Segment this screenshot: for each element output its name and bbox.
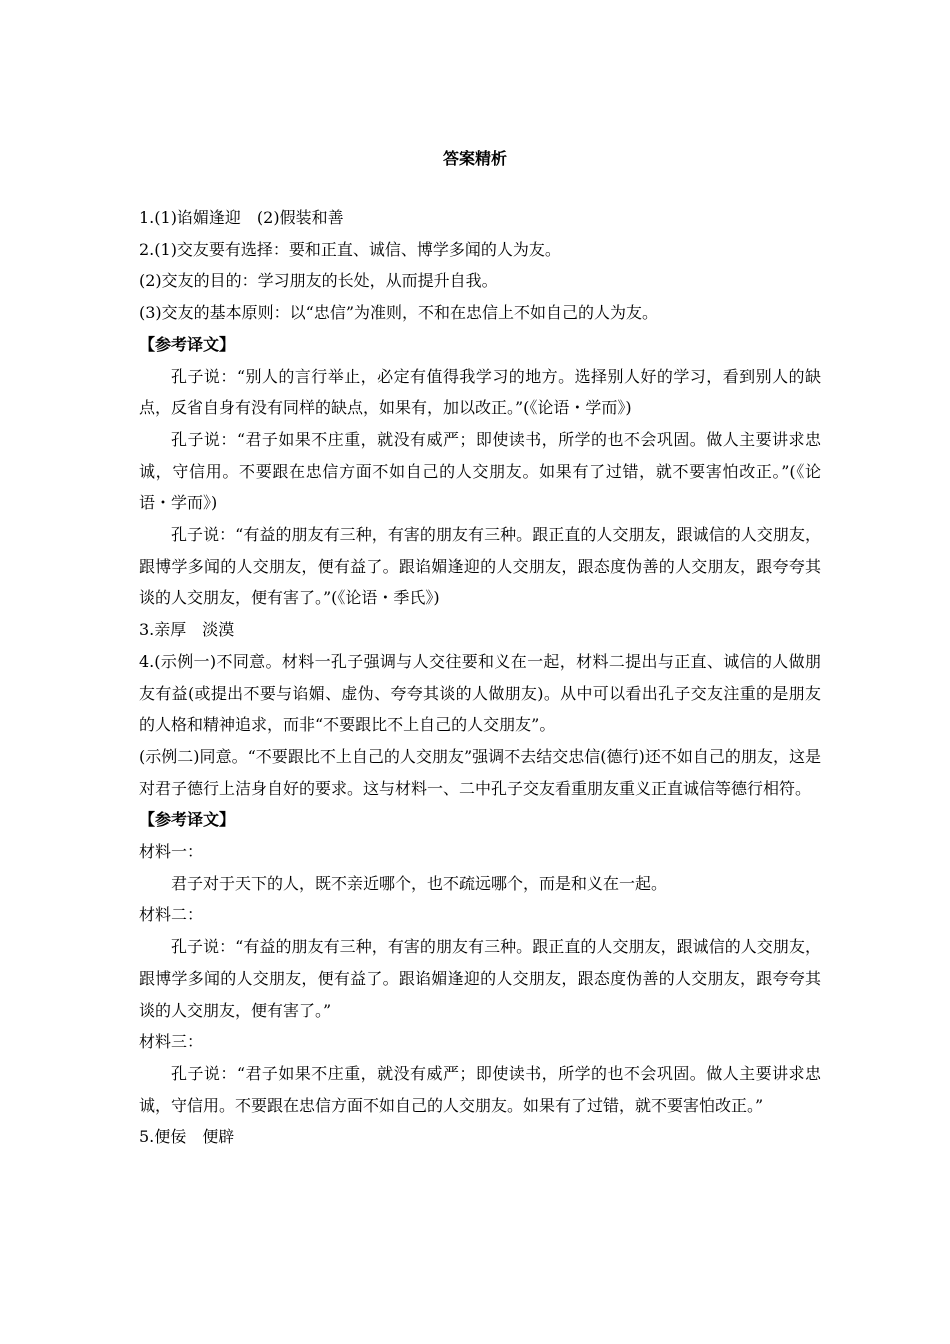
answer-3: 3.亲厚 淡漠 (139, 620, 235, 640)
answer-1: 1.(1)谄媚逢迎 (2)假装和善 (139, 208, 344, 227)
material-2-label: 材料二： (139, 905, 204, 925)
answer-4-example-2: (示例二)同意。“不要跟比不上自己的人交朋友”强调不去结交忠信(德行)还不如自己的朋友，这是对君子德行上洁身自好的要求。这与材料一、二中孔子交友看重朋友重义正直诚信等德行相符。 (139, 746, 821, 798)
answer-2-2: (2)交友的目的：学习朋友的长处，从而提升自我。 (139, 271, 498, 291)
answer-content (139, 202, 821, 1153)
material-1-label: 材料一： (139, 842, 204, 862)
reference-translation-heading: 【参考译文】 (139, 334, 236, 354)
answer-4-example-1: 4.(示例一)不同意。材料一孔子强调与人交往要和义在一起，材料二提出与正直、诚信的人做朋友有益(或提出不要与谄媚、虚伪、夸夸其谈的人做朋友)。从中可以看出孔子交友注重的是朋友的人格和精神追求，而非“不要跟比不上自己的人交朋友”。 (139, 651, 821, 735)
answer-2-1: 2.(1)交友要有选择：要和正直、诚信、博学多闻的人为友。 (139, 239, 561, 259)
reference-translation-heading: 【参考译文】 (139, 810, 236, 830)
material-3-label: 材料三： (139, 1032, 204, 1052)
translation-paragraph-1: 孔子说：“别人的言行举止，必定有值得我学习的地方。选择别人好的学习，看到别人的缺点，反省自身有没有同样的缺点，如果有，加以改正。”(《论语・学而》) (139, 366, 821, 418)
material-1-text: 君子对于天下的人，既不亲近哪个，也不疏远哪个，而是和义在一起。 (171, 873, 668, 893)
material-3-text: 孔子说：“君子如果不庄重，就没有威严；即使读书，所学的也不会巩固。做人主要讲求忠诚，守信用。不要跟在忠信方面不如自己的人交朋友。如果有了过错，就不要害怕改正。” (139, 1063, 821, 1115)
answer-2-3: (3)交友的基本原则：以“忠信”为准则，不和在忠信上不如自己的人为友。 (139, 303, 659, 323)
material-2-text: 孔子说：“有益的朋友有三种，有害的朋友有三种。跟正直的人交朋友，跟诚信的人交朋友，跟博学多闻的人交朋友，便有益了。跟谄媚逢迎的人交朋友，跟态度伪善的人交朋友，跟夸夸其谈的人交朋友，便有害了。” (139, 937, 821, 1020)
page-title: 答案精析 (442, 149, 507, 168)
answer-5: 5.便佞 便辟 (139, 1127, 235, 1147)
translation-paragraph-2: 孔子说：“君子如果不庄重，就没有威严；即使读书，所学的也不会巩固。做人主要讲求忠诚，守信用。不要跟在忠信方面不如自己的人交朋友。如果有了过错，就不要害怕改正。”(《论语・学而》) (139, 429, 821, 513)
translation-paragraph-3: 孔子说：“有益的朋友有三种，有害的朋友有三种。跟正直的人交朋友，跟诚信的人交朋友，跟博学多闻的人交朋友，便有益了。跟谄媚逢迎的人交朋友，跟态度伪善的人交朋友，跟夸夸其谈的人交朋友，便有害了。”(《论语・季氏》) (139, 525, 821, 608)
